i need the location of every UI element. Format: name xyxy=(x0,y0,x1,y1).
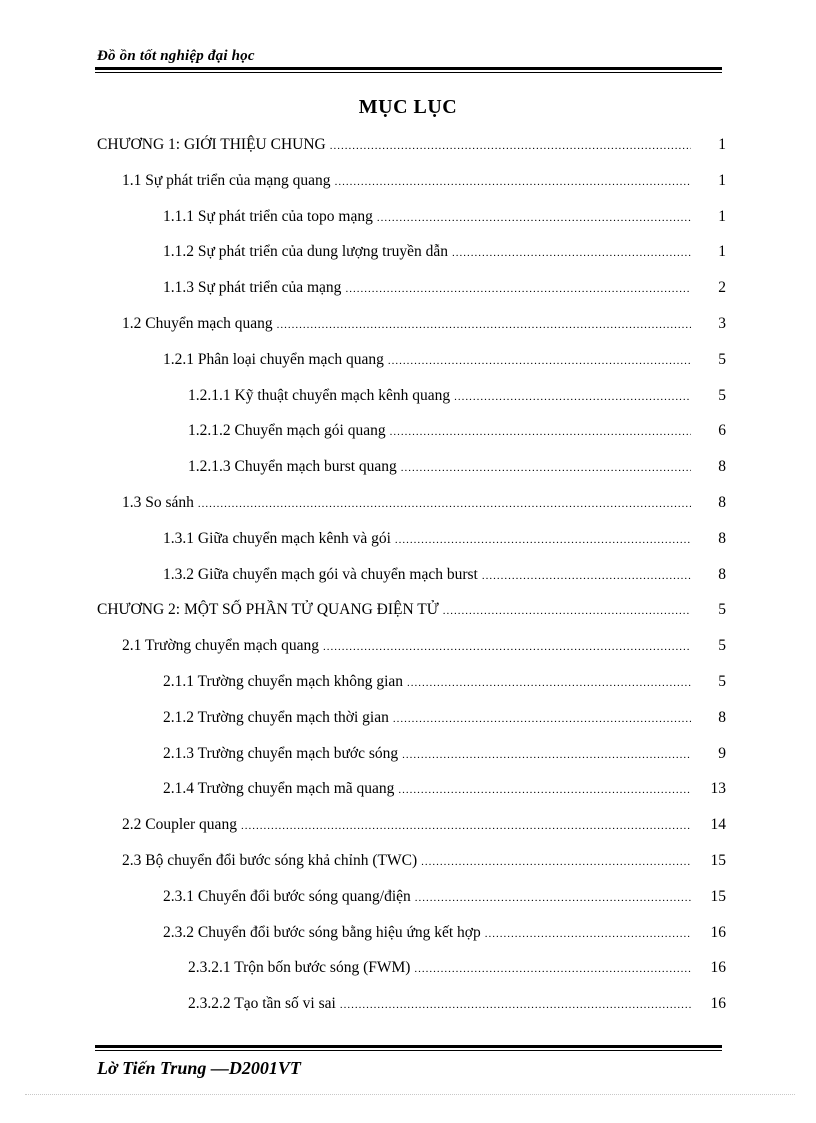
toc-entry[interactable] xyxy=(163,208,726,230)
toc-page-number: 9 xyxy=(718,745,726,762)
toc-page-number: 15 xyxy=(710,852,726,869)
toc-page-number: 16 xyxy=(710,995,726,1012)
header-rule-thick xyxy=(95,67,722,70)
toc-page-number: 8 xyxy=(718,709,726,726)
toc-entry[interactable] xyxy=(163,745,726,767)
toc-entry[interactable] xyxy=(163,243,726,265)
toc-dot-leader xyxy=(393,713,691,725)
toc-dot-leader xyxy=(482,570,691,582)
toc-dot-leader xyxy=(335,176,691,188)
footer-rule-thin xyxy=(95,1050,722,1051)
toc-entry[interactable] xyxy=(163,709,726,731)
toc-entry-title: 2.1.4 Trường chuyển mạch mã quang xyxy=(163,780,395,797)
toc-entry-title: 1.2.1 Phân loại chuyển mạch quang xyxy=(163,351,384,368)
toc-entry[interactable] xyxy=(188,995,726,1017)
toc-dot-leader xyxy=(388,355,691,367)
toc-entry[interactable] xyxy=(163,780,726,802)
toc-dot-leader xyxy=(340,999,691,1011)
toc-dot-leader xyxy=(401,462,691,474)
toc-entry-title: 2.1 Trường chuyển mạch quang xyxy=(122,637,319,654)
toc-page-number: 2 xyxy=(718,279,726,296)
toc-page-number: 5 xyxy=(718,637,726,654)
toc-dot-leader xyxy=(330,140,691,152)
toc-dot-leader xyxy=(454,391,691,403)
toc-page-number: 8 xyxy=(718,530,726,547)
toc-dot-leader xyxy=(407,677,691,689)
toc-dot-leader xyxy=(198,498,691,510)
toc-page-number: 1 xyxy=(718,243,726,260)
toc-page-number: 5 xyxy=(718,387,726,404)
toc-entry[interactable] xyxy=(122,315,726,337)
toc-entry-title: 1.3 So sánh xyxy=(122,494,194,511)
toc-page-number: 14 xyxy=(710,816,726,833)
toc-entry-title: CHƯƠNG 1: GIỚI THIỆU CHUNG xyxy=(97,136,326,153)
toc-page-number: 16 xyxy=(710,959,726,976)
toc-dot-leader xyxy=(443,605,691,617)
toc-page-number: 1 xyxy=(718,172,726,189)
toc-entry-title: 2.3.1 Chuyển đổi bước sóng quang/điện xyxy=(163,888,411,905)
toc-entry[interactable] xyxy=(122,494,726,516)
toc-entry-title: CHƯƠNG 2: MỘT SỐ PHẦN TỬ QUANG ĐIỆN TỬ xyxy=(97,601,439,618)
footer-rule-thick xyxy=(95,1045,722,1048)
toc-page-number: 3 xyxy=(718,315,726,332)
toc-page-number: 8 xyxy=(718,458,726,475)
toc-entry-title: 2.3 Bộ chuyển đổi bước sóng khả chỉnh (TWC) xyxy=(122,852,418,869)
toc-dot-leader xyxy=(402,749,691,761)
toc-dot-leader xyxy=(345,283,691,295)
toc-entry-title: 1.1.1 Sự phát triển của topo mạng xyxy=(163,208,373,225)
toc-dot-leader xyxy=(452,247,691,259)
toc-entry-title: 2.3.2 Chuyển đổi bước sóng bằng hiệu ứng kết hợp xyxy=(163,924,481,941)
toc-page-number: 15 xyxy=(710,888,726,905)
toc-entry[interactable] xyxy=(122,637,726,659)
toc-dot-leader xyxy=(485,928,691,940)
toc-page-number: 1 xyxy=(718,136,726,153)
toc-dot-leader xyxy=(395,534,691,546)
header-title: Đồ ồn tốt nghiệp đại học xyxy=(97,48,255,64)
toc-page-number: 16 xyxy=(710,924,726,941)
toc-page-number: 8 xyxy=(718,494,726,511)
toc-dot-leader xyxy=(415,892,691,904)
toc-entry[interactable] xyxy=(163,530,726,552)
toc-entry-title: 1.2 Chuyển mạch quang xyxy=(122,315,273,332)
toc-entry-title: 1.3.1 Giữa chuyển mạch kênh và gói xyxy=(163,530,391,547)
toc-entry[interactable] xyxy=(163,888,726,910)
toc-entry-title: 2.1.2 Trường chuyển mạch thời gian xyxy=(163,709,389,726)
toc-page-number: 5 xyxy=(718,351,726,368)
toc-entry[interactable] xyxy=(97,601,726,623)
toc-entry[interactable] xyxy=(97,136,726,158)
toc-dot-leader xyxy=(390,426,691,438)
toc-dot-leader xyxy=(398,784,691,796)
toc-entry-title: 2.3.2.2 Tạo tần số vi sai xyxy=(188,995,336,1012)
toc-dot-leader xyxy=(421,856,691,868)
toc-entry[interactable] xyxy=(188,959,726,981)
toc-dot-leader xyxy=(323,641,691,653)
toc-entry[interactable] xyxy=(188,458,726,480)
toc-page-number: 5 xyxy=(718,673,726,690)
toc-entry[interactable] xyxy=(163,351,726,373)
toc-page-number: 1 xyxy=(718,208,726,225)
toc-entry-title: 1.1 Sự phát triển của mạng quang xyxy=(122,172,331,189)
toc-entry[interactable] xyxy=(163,566,726,588)
toc-dot-leader xyxy=(414,963,691,975)
toc-entry-title: 1.1.2 Sự phát triển của dung lượng truyền dẫn xyxy=(163,243,449,260)
header-rule-thin xyxy=(95,72,722,73)
toc-heading: MỤC LỤC xyxy=(358,96,458,118)
toc-page-number: 8 xyxy=(718,566,726,583)
toc-page-number: 6 xyxy=(718,422,726,439)
toc-entry-title: 1.2.1.2 Chuyển mạch gói quang xyxy=(188,422,386,439)
toc-dot-leader xyxy=(277,319,691,331)
toc-entry-title: 2.1.1 Trường chuyển mạch không gian xyxy=(163,673,404,690)
toc-page-number: 13 xyxy=(710,780,726,797)
toc-entry[interactable] xyxy=(188,387,726,409)
toc-entry[interactable] xyxy=(122,852,726,874)
toc-entry[interactable] xyxy=(163,279,726,301)
toc-entry-title: 2.1.3 Trường chuyển mạch bước sóng xyxy=(163,745,399,762)
toc-entry[interactable] xyxy=(188,422,726,444)
toc-entry-title: 1.2.1.3 Chuyển mạch burst quang xyxy=(188,458,397,475)
toc-entry-title: 2.3.2.1 Trộn bốn bước sóng (FWM) xyxy=(188,959,411,976)
toc-entry[interactable] xyxy=(163,673,726,695)
toc-entry-title: 1.1.3 Sự phát triển của mạng xyxy=(163,279,342,296)
toc-dot-leader xyxy=(377,212,691,224)
page-edge-dotted-line xyxy=(25,1094,795,1095)
toc-page-number: 5 xyxy=(718,601,726,618)
toc-entry[interactable] xyxy=(122,816,726,838)
toc-entry-title: 2.2 Coupler quang xyxy=(122,816,237,833)
footer-author: Lờ Tiến Trung —D2001VT xyxy=(97,1058,301,1078)
toc-entry-title: 1.2.1.1 Kỹ thuật chuyển mạch kênh quang xyxy=(188,387,451,404)
toc-entry[interactable] xyxy=(163,924,726,946)
toc-dot-leader xyxy=(241,820,691,832)
toc-entry-title: 1.3.2 Giữa chuyển mạch gói và chuyển mạch burst xyxy=(163,566,478,583)
toc-entry[interactable] xyxy=(122,172,726,194)
